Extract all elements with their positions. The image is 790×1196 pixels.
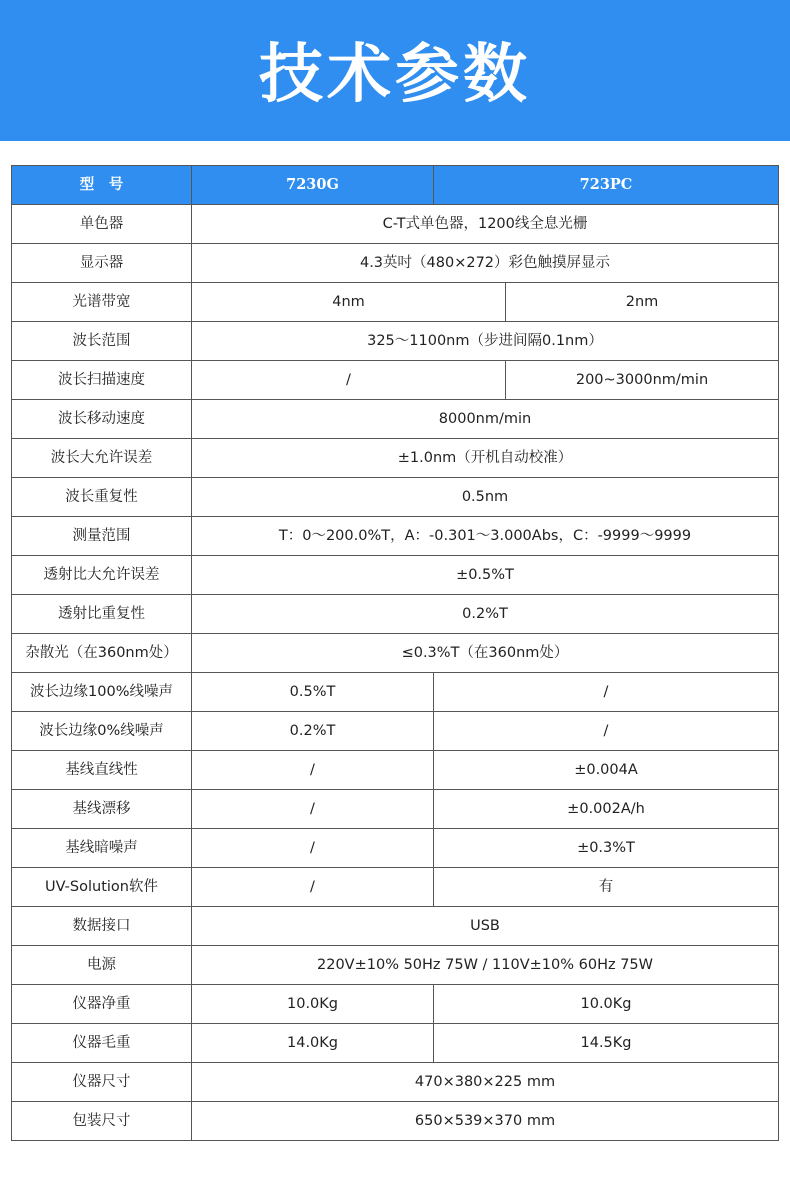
row-value-shared: 0.2%T — [192, 595, 779, 634]
table-row — [12, 1102, 779, 1141]
row-value-7230g: / — [192, 829, 434, 868]
table-row — [12, 1063, 779, 1102]
row-value-shared: USB — [192, 907, 779, 946]
row-value-7230g: 10.0Kg — [192, 985, 434, 1024]
row-label: 透射比重复性 — [12, 595, 192, 634]
row-label: 基线暗噪声 — [12, 829, 192, 868]
table-row — [12, 361, 779, 400]
row-label: 基线直线性 — [12, 751, 192, 790]
row-value-723pc: 有 — [434, 868, 779, 907]
header-model-label: 型 号 — [12, 166, 192, 205]
table-row — [12, 868, 779, 907]
row-value-shared: 0.5nm — [192, 478, 779, 517]
row-value-shared: 4.3英吋（480×272）彩色触摸屏显示 — [192, 244, 779, 283]
row-label: 数据接口 — [12, 907, 192, 946]
row-label: 波长大允许误差 — [12, 439, 192, 478]
table-row — [12, 478, 779, 517]
row-value-shared: 220V±10% 50Hz 75W / 110V±10% 60Hz 75W — [192, 946, 779, 985]
row-value-7230g: 0.2%T — [192, 712, 434, 751]
row-value-723pc: 14.5Kg — [434, 1024, 779, 1063]
row-value-shared: 470×380×225 mm — [192, 1063, 779, 1102]
table-row — [12, 1024, 779, 1063]
table-row — [12, 673, 779, 712]
table-row — [12, 205, 779, 244]
spec-table-body — [12, 205, 779, 1141]
row-value-shared: T：0～200.0%T，A：-0.301～3.000Abs，C：-9999～9999 — [192, 517, 779, 556]
row-label: 波长移动速度 — [12, 400, 192, 439]
row-label: 波长范围 — [12, 322, 192, 361]
row-label: 杂散光（在360nm处） — [12, 634, 192, 673]
row-value-723pc: ±0.004A — [434, 751, 779, 790]
row-label: 波长边缘0%线噪声 — [12, 712, 192, 751]
table-row — [12, 400, 779, 439]
row-label: 显示器 — [12, 244, 192, 283]
row-value-7230g: 4nm — [192, 283, 506, 322]
row-value-723pc: ±0.002A/h — [434, 790, 779, 829]
table-row — [12, 712, 779, 751]
header-model-b: 723PC — [434, 166, 779, 205]
row-value-shared: C-T式单色器，1200线全息光栅 — [192, 205, 779, 244]
row-label: 波长重复性 — [12, 478, 192, 517]
table-row — [12, 439, 779, 478]
row-value-723pc: 2nm — [506, 283, 779, 322]
row-label: 单色器 — [12, 205, 192, 244]
row-value-7230g: / — [192, 868, 434, 907]
table-row — [12, 829, 779, 868]
table-row — [12, 946, 779, 985]
row-label: 测量范围 — [12, 517, 192, 556]
table-row — [12, 595, 779, 634]
row-value-7230g: / — [192, 790, 434, 829]
row-value-shared: ±1.0nm（开机自动校准） — [192, 439, 779, 478]
row-value-shared: 650×539×370 mm — [192, 1102, 779, 1141]
table-row — [12, 244, 779, 283]
row-value-723pc: / — [434, 673, 779, 712]
row-label: 基线漂移 — [12, 790, 192, 829]
row-label: 波长边缘100%线噪声 — [12, 673, 192, 712]
row-value-7230g: / — [192, 751, 434, 790]
row-value-shared: ≤0.3%T（在360nm处） — [192, 634, 779, 673]
table-row — [12, 634, 779, 673]
title-banner — [0, 0, 790, 141]
row-label: 仪器净重 — [12, 985, 192, 1024]
table-row — [12, 322, 779, 361]
row-label: 仪器毛重 — [12, 1024, 192, 1063]
row-value-shared: 325～1100nm（步进间隔0.1nm） — [192, 322, 779, 361]
row-label: 仪器尺寸 — [12, 1063, 192, 1102]
page-title: 技术参数 — [259, 37, 531, 112]
row-label: 透射比大允许误差 — [12, 556, 192, 595]
spec-table — [11, 165, 779, 1141]
row-label: 电源 — [12, 946, 192, 985]
table-row — [12, 985, 779, 1024]
row-value-shared: 8000nm/min — [192, 400, 779, 439]
table-header-row — [12, 166, 779, 205]
table-row — [12, 517, 779, 556]
row-value-723pc: 10.0Kg — [434, 985, 779, 1024]
row-label: 包装尺寸 — [12, 1102, 192, 1141]
row-value-723pc: / — [434, 712, 779, 751]
row-value-7230g: 0.5%T — [192, 673, 434, 712]
table-row — [12, 907, 779, 946]
row-value-723pc: ±0.3%T — [434, 829, 779, 868]
table-row — [12, 790, 779, 829]
table-row — [12, 283, 779, 322]
row-value-723pc: 200~3000nm/min — [506, 361, 779, 400]
table-row — [12, 751, 779, 790]
header-model-a: 7230G — [192, 166, 434, 205]
row-label: UV-Solution软件 — [12, 868, 192, 907]
row-value-7230g: 14.0Kg — [192, 1024, 434, 1063]
row-value-7230g: / — [192, 361, 506, 400]
row-label: 光谱带宽 — [12, 283, 192, 322]
row-label: 波长扫描速度 — [12, 361, 192, 400]
row-value-shared: ±0.5%T — [192, 556, 779, 595]
table-row — [12, 556, 779, 595]
